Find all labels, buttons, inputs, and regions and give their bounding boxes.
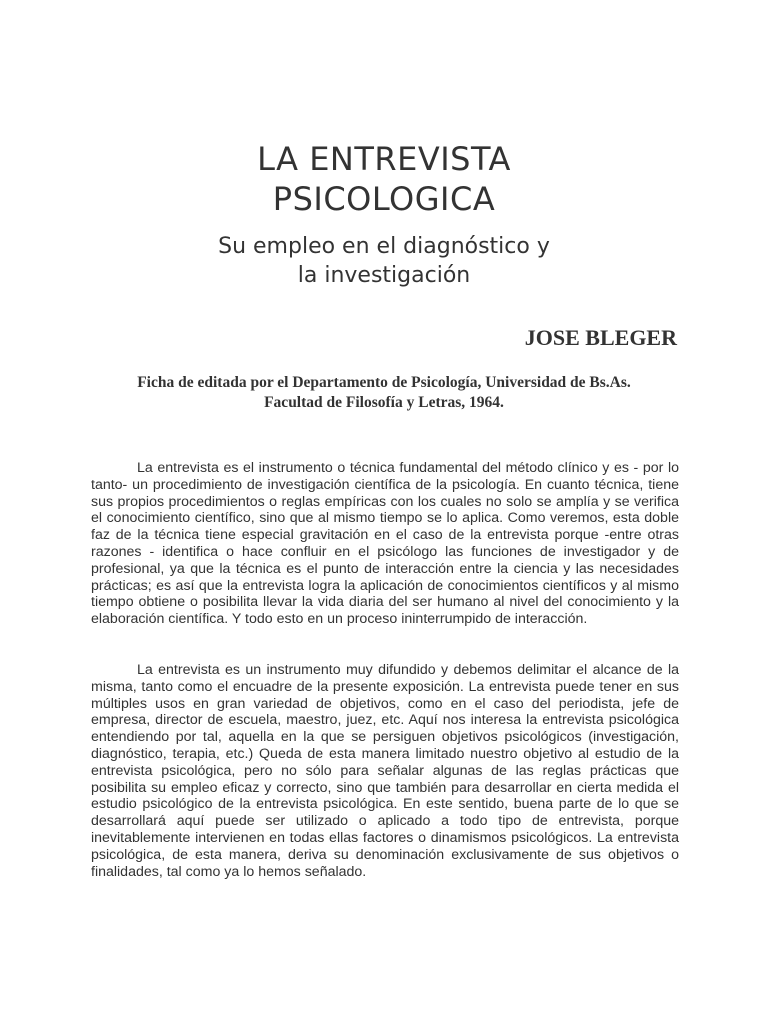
document-subtitle-line-2: la investigación [297,263,471,288]
publication-credit-line-1: Ficha de editada por el Departamento de Psicología, Universidad de Bs.As. [137,374,631,391]
document-subtitle-line-1: Su empleo en el diagnóstico y [218,234,550,259]
document-title-line-2: PSICOLOGICA [272,180,496,218]
body-paragraph-1: La entrevista es el instrumento o técnica fundamental del método clínico y es - por lo tanto- un procedimiento de investigación científica de la psicología. En cuanto técnica, tiene sus propios procedimientos o reglas empíricas con los cuales no solo se amplía y se verifica el conocimiento científico, sino que al mismo tiempo se lo aplica. Como veremos, esta doble faz de la técnica tiene especial gravitación en el caso de la entrevista porque -entre otras razones - identifica o hace confluir en el psicólogo las funciones de investigador y de profesional, ya que la técnica es el punto de interacción entre la ciencia y las necesidades prácticas; es así que la entrevista logra la aplicación de conocimientos científicos y al mismo tiempo obtiene o posibilita llevar la vida diaria del ser humano al nivel del conocimiento y la elaboración científica. Y todo esto en un proceso ininterrumpido de interacción. [91,460,679,628]
body-paragraph-2: La entrevista es un instrumento muy difundido y debemos delimitar el alcance de la misma, tanto como el encuadre de la presente exposición. La entrevista puede tener en sus múltiples usos en gran variedad de objetivos, como en el caso del periodista, jefe de empresa, director de escuela, maestro, juez, etc. Aquí nos interesa la entrevista psicológica entendiendo por tal, aquella en la que se persiguen objetivos psicológicos (investigación, diagnóstico, terapia, etc.) Queda de esta manera limitado nuestro objetivo al estudio de la entrevista psicológica, pero no sólo para señalar algunas de las reglas prácticas que posibilita su empleo eficaz y correcto, sino que también para desarrollar en cierta medida el estudio psicológico de la entrevista psicológica. En este sentido, buena parte de lo que se desarrollará aquí puede ser utilizado o aplicado a todo tipo de entrevista, porque inevitablemente intervienen en todas ellas factores o dinamismos psicológicos. La entrevista psicológica, de esta manera, deriva su denominación exclusivamente de sus objetivos o finalidades, tal como ya lo hemos señalado. [91,662,679,880]
author-name: JOSE BLEGER [524,325,677,350]
document-title-line-1: LA ENTREVISTA [257,140,511,178]
publication-credit-line-2: Facultad de Filosofía y Letras, 1964. [264,394,504,411]
